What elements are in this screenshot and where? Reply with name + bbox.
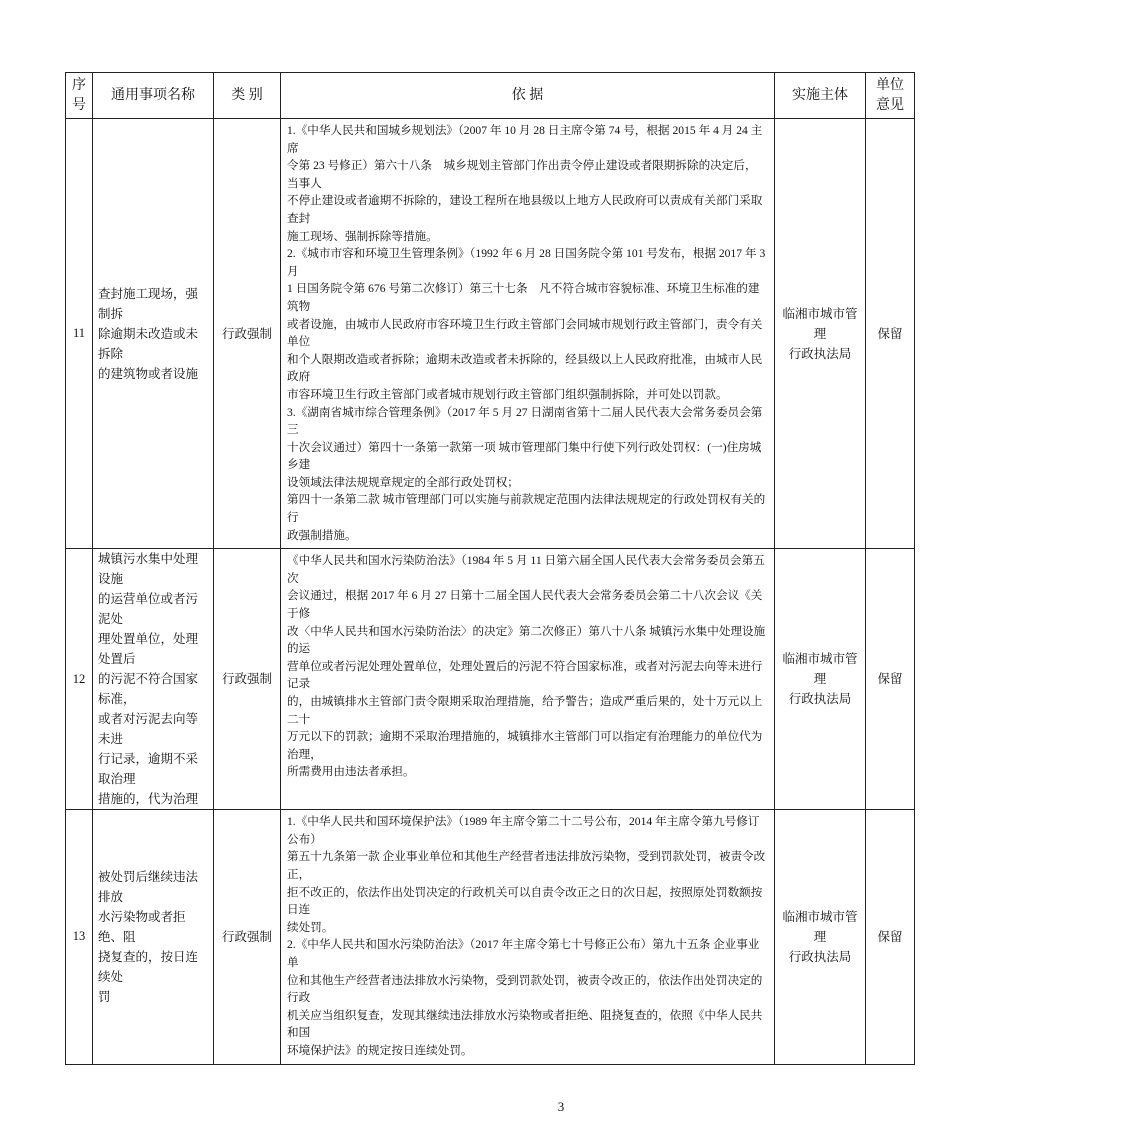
legal-basis-line: 政强制措施。 <box>287 528 357 542</box>
matters-table <box>65 72 915 1065</box>
category: 行政强制 <box>214 119 281 549</box>
legal-basis-line: 续处罚。 <box>287 920 334 934</box>
implementer-line: 临湘市城市管理 <box>782 306 858 341</box>
matter-name <box>93 549 214 810</box>
legal-basis <box>281 549 775 810</box>
legal-basis-line: 3.《湖南省城市综合管理条例》（2017 年 5 月 27 日湖南省第十二届人民代表大会常务委员会第三 <box>287 405 763 437</box>
legal-basis-line: 第四十一条第二款 城市管理部门可以实施与前款规定范围内法律法规规定的行政处罚权有关的行 <box>287 493 766 525</box>
implementer-line: 行政执法局 <box>788 692 852 707</box>
row-index: 12 <box>66 549 93 810</box>
legal-basis-line: 或者设施，由城市人民政府市容环境卫生行政主管部门会同城市规划行政主管部门，责令有关单位 <box>287 317 763 349</box>
implementer-line: 行政执法局 <box>788 949 852 964</box>
legal-basis-line: 改〈中华人民共和国水污染防治法〉的决定》第二次修正）第八十八条 城镇污水集中处理设施的运 <box>287 624 766 656</box>
legal-basis-line: 环境保护法》的规定按日连续处罚。 <box>287 1043 473 1057</box>
legal-basis-line: 第五十九条第一款 企业事业单位和其他生产经营者违法排放污染物，受到罚款处罚，被责令改正， <box>287 850 766 882</box>
header-name: 通用事项名称 <box>93 73 214 119</box>
matter-name-line: 挠复查的，按日连续处 <box>98 949 199 984</box>
implementer <box>775 119 866 549</box>
legal-basis-line: 施工现场、强制拆除等措施。 <box>287 229 438 243</box>
matter-name-line: 行记录，逾期不采取治理 <box>98 752 199 787</box>
legal-basis-line: 2.《城市市容和环境卫生管理条例》（1992 年 6 月 28 日国务院令第 101 号发布，根据 2017 年 3 月 <box>287 247 766 278</box>
legal-basis-line: 2.《中华人民共和国水污染防治法》（2017 年主席令第七十号修正公布）第九十五条 企业事业单 <box>287 938 760 969</box>
header-index <box>66 73 93 119</box>
header-category: 类 别 <box>214 73 281 119</box>
header-index-line: 序 <box>72 77 86 93</box>
matter-name-line: 措施的，代为治理 <box>98 792 199 807</box>
matter-name <box>93 119 214 549</box>
legal-basis-line: 位和其他生产经营者违法排放水污染物，受到罚款处罚，被责令改正的，依法作出处罚决定的行政 <box>287 973 763 1005</box>
matter-name-line: 除逾期未改造或未拆除 <box>98 326 199 361</box>
legal-basis <box>281 810 775 1064</box>
table-header-row <box>66 73 915 119</box>
matter-name <box>93 810 214 1064</box>
matter-name-line: 的运营单位或者污泥处 <box>98 592 199 627</box>
unit-opinion: 保留 <box>866 810 915 1064</box>
legal-basis-line: 所需费用由违法者承担。 <box>287 765 415 779</box>
legal-basis-line: 的，由城镇排水主管部门责令限期采取治理措施，给予警告；造成严重后果的，处十万元以上二十 <box>287 695 763 726</box>
header-opinion-line: 意见 <box>876 97 904 113</box>
category: 行政强制 <box>214 810 281 1064</box>
matter-name-line: 的污泥不符合国家标准， <box>98 672 199 707</box>
legal-basis-line: 万元以下的罚款；逾期不采取治理措施的，城镇排水主管部门可以指定有治理能力的单位代为治理， <box>287 730 763 761</box>
page-number: 3 <box>557 1098 565 1114</box>
matter-name-line: 水污染物或者拒绝、阻 <box>98 909 186 944</box>
legal-basis-line: 不停止建设或者逾期不拆除的，建设工程所在地县级以上地方人民政府可以责成有关部门采取查封 <box>287 194 763 225</box>
row-index: 11 <box>66 119 93 549</box>
table-row <box>66 119 915 549</box>
legal-basis-line: 《中华人民共和国水污染防治法》（1984 年 5 月 11 日第六届全国人民代表大会常务委员会第五次 <box>287 554 765 585</box>
legal-basis-line: 1.《中华人民共和国城乡规划法》（2007 年 10 月 28 日主席令第 74 号，根据 2015 年 4 月 24 主席 <box>287 124 763 155</box>
legal-basis-line: 设领域法律法规规章规定的全部行政处罚权； <box>287 475 519 489</box>
matter-name-line: 的建筑物或者设施 <box>98 366 199 381</box>
table-row <box>66 810 915 1064</box>
header-opinion-line: 单位 <box>876 77 904 93</box>
implementer-line: 临湘市城市管理 <box>782 909 858 944</box>
header-basis: 依 据 <box>281 73 775 119</box>
legal-basis-line: 1 日国务院令第 676 号第二次修订）第三十七条 凡不符合城市容貌标准、环境卫生标准的建筑物 <box>287 282 760 313</box>
matter-name-line: 或者对污泥去向等未进 <box>98 712 199 747</box>
implementer-line: 临湘市城市管理 <box>782 652 858 687</box>
legal-basis-line: 十次会议通过）第四十一条第一款第一项 城市管理部门集中行使下列行政处罚权：(一)住房城乡建 <box>287 440 762 472</box>
category: 行政强制 <box>214 549 281 810</box>
header-opinion <box>866 73 915 119</box>
unit-opinion: 保留 <box>866 119 915 549</box>
header-index-line: 号 <box>72 97 86 113</box>
header-implementer: 实施主体 <box>775 73 866 119</box>
legal-basis-line: 机关应当组织复查，发现其继续违法排放水污染物或者拒绝、阻挠复查的，依照《中华人民共和国 <box>287 1008 763 1040</box>
legal-basis-line: 市容环境卫生行政主管部门或者城市规划行政主管部门组织强制拆除，并可处以罚款。 <box>287 387 728 401</box>
legal-basis-line: 1.《中华人民共和国环境保护法》（1989 年主席令第二十二号公布，2014 年主席令第九号修订公布） <box>287 815 760 846</box>
table-body <box>66 119 915 1065</box>
unit-opinion: 保留 <box>866 549 915 810</box>
matter-name-line: 理处置单位，处理处置后 <box>98 632 199 667</box>
legal-basis-line: 令第 23 号修正）第六十八条 城乡规划主管部门作出责令停止建设或者限期拆除的决定后，当事人 <box>287 159 757 190</box>
matter-name-line: 城镇污水集中处理设施 <box>98 552 199 587</box>
implementer <box>775 810 866 1064</box>
table-row <box>66 549 915 810</box>
row-index: 13 <box>66 810 93 1064</box>
legal-basis-line: 拒不改正的，依法作出处罚决定的行政机关可以自责令改正之日的次日起，按照原处罚数额按日连 <box>287 885 763 917</box>
matter-name-line: 被处罚后继续违法排放 <box>98 869 199 904</box>
legal-basis <box>281 119 775 549</box>
legal-basis-line: 和个人限期改造或者拆除；逾期未改造或者未拆除的，经县级以上人民政府批准，由城市人民政府 <box>287 352 763 384</box>
matter-name-line: 查封施工现场，强制拆 <box>98 286 199 321</box>
implementer-line: 行政执法局 <box>788 346 852 361</box>
legal-basis-line: 会议通过，根据 2017 年 6 月 27 日第十二届全国人民代表大会常务委员会第二十八次会议《关于修 <box>287 589 763 621</box>
matter-name-line: 罚 <box>98 989 111 1004</box>
implementer <box>775 549 866 810</box>
legal-basis-line: 营单位或者污泥处理处置单位，处理处置后的污泥不符合国家标准，或者对污泥去向等未进行记录 <box>287 659 763 691</box>
